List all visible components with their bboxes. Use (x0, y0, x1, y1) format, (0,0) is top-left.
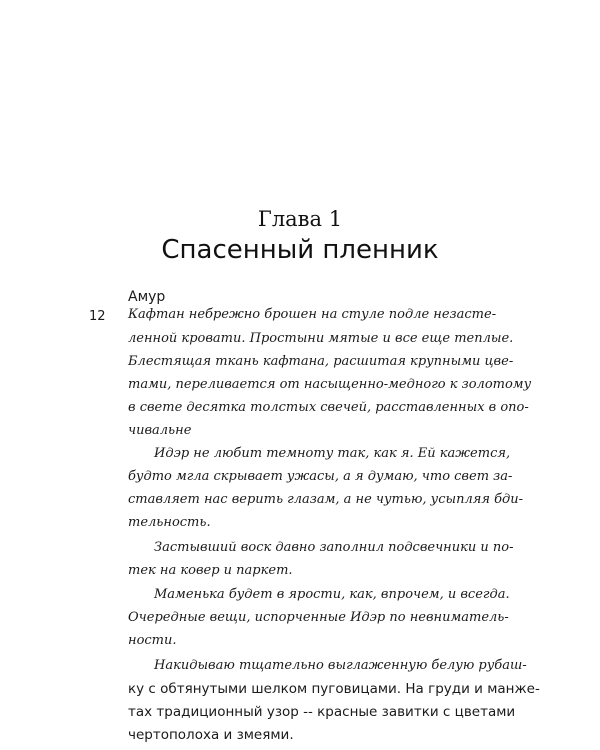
section-label: Амур (128, 289, 166, 305)
text-line: ленной кровати. Простыни мятые и все еще теплые. (128, 331, 514, 346)
text-line: тами, переливается от насыщенно-медного к золотому (128, 377, 532, 392)
text-line: тах традиционный узор -- красные завитки с цветами (128, 704, 516, 720)
text-line: в свете десятка толстых свечей, расставленных в опо- (128, 400, 529, 415)
chapter-title: Спасенный пленник (161, 235, 439, 265)
text-line: Кафтан небрежно брошен на стуле подле незасте- (128, 307, 497, 322)
text-line: ставляет нас верить глазам, а не чутью, усыпляя бди- (128, 492, 524, 507)
text-line: Очередные вещи, испорченные Идэр по невниматель- (128, 610, 509, 625)
text-line: Застывший воск давно заполнил подсвечники и по- (154, 540, 514, 555)
text-line: Маменька будет в ярости, как, впрочем, и всегда. (154, 587, 510, 602)
text-line: тельность. (128, 515, 211, 530)
text-line: Блестящая ткань кафтана, расшитая крупными цве- (128, 354, 514, 369)
text-line: чивальне (128, 423, 192, 438)
text-line: Идэр не любит темноту так, как я. Ей кажется, (154, 446, 511, 461)
text-line: чертополоха и змеями. (128, 727, 294, 743)
chapter-number: Глава 1 (257, 207, 343, 231)
text-line: будто мгла скрывает ужасы, а я думаю, что свет за- (128, 469, 513, 484)
text-line: ности. (128, 633, 177, 648)
text-line: ку с обтянутыми шелком пуговицами. На груди и манже- (128, 681, 540, 697)
text-line: тек на ковер и паркет. (128, 563, 293, 578)
page-number: 12 (89, 309, 106, 324)
text-line: Накидываю тщательно выглаженную белую рубаш- (154, 658, 527, 673)
